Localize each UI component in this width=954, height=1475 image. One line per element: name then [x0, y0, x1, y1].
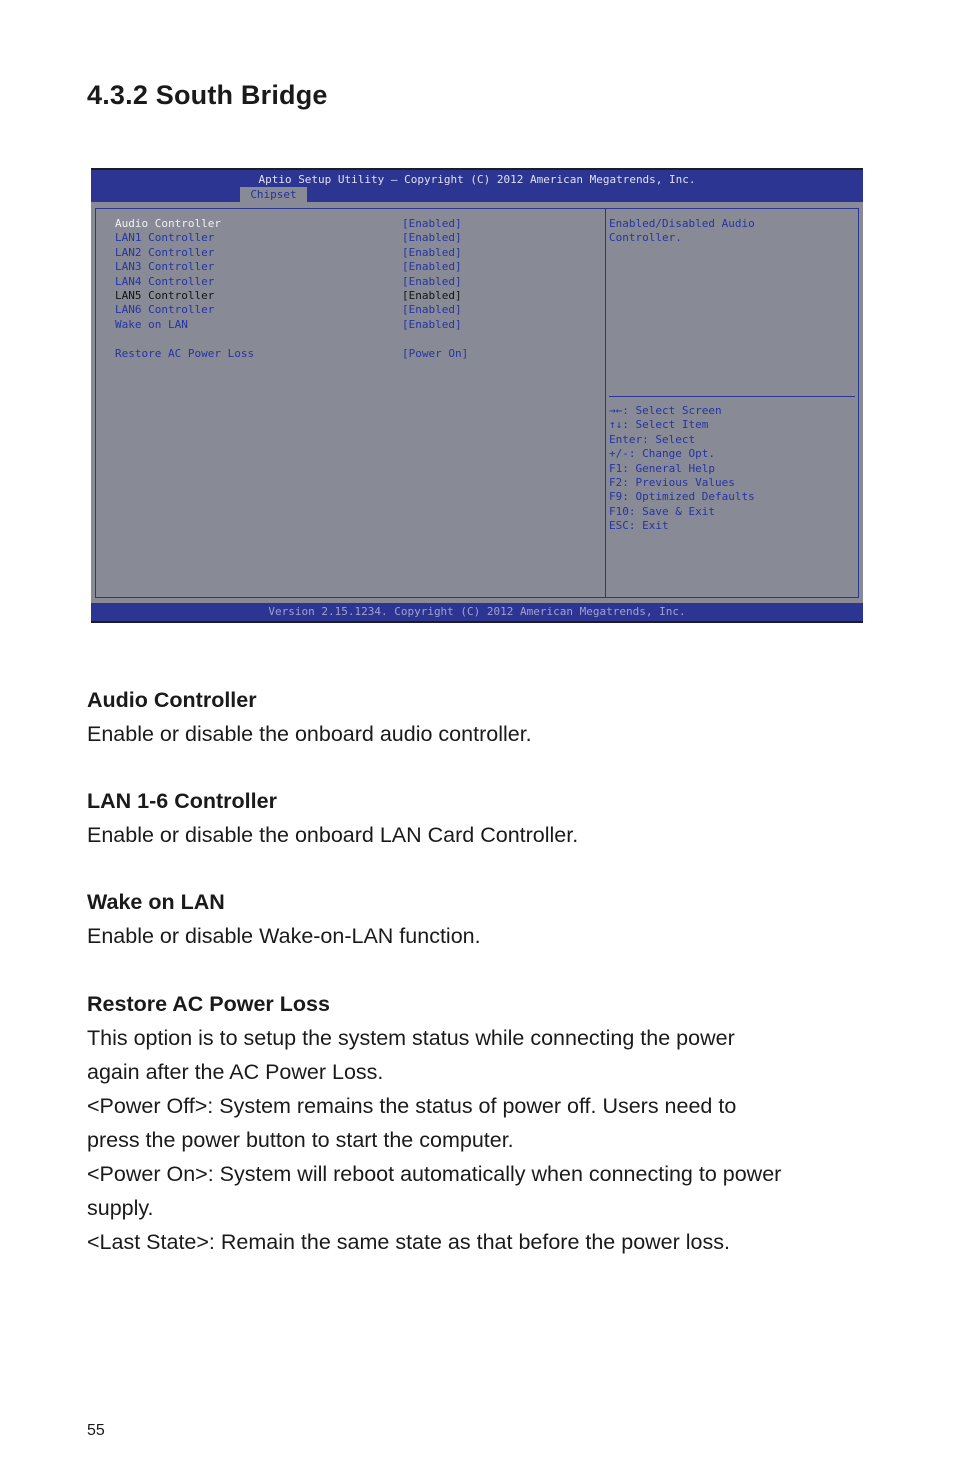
description-text: This option is to setup the system status while connecting the power [87, 1026, 735, 1050]
bios-item-value: [Enabled] [402, 303, 462, 317]
bios-item-label: LAN5 Controller [115, 289, 215, 302]
bios-item-label: Audio Controller [115, 217, 221, 230]
description-audio [87, 683, 887, 751]
bios-footer: Version 2.15.1234. Copyright (C) 2012 American Megatrends, Inc. [91, 603, 863, 621]
section-title: 4.3.2 South Bridge [87, 80, 328, 110]
bios-item-label: LAN2 Controller [115, 245, 215, 259]
page-number: 55 [87, 1422, 105, 1439]
bios-help-text: Enabled/Disabled Audio Controller. [609, 217, 755, 245]
description-text: Enable or disable Wake-on-LAN function. [87, 924, 481, 948]
description-text: <Power Off>: System remains the status of power off. Users need to [87, 1094, 737, 1118]
bios-item-label: Wake on LAN [115, 317, 188, 331]
bios-item-label: Restore AC Power Loss [115, 346, 255, 360]
bios-item-value: [Enabled] [402, 260, 462, 274]
description-heading: Restore AC Power Loss [87, 992, 330, 1016]
description-text: Enable or disable the onboard audio controller. [87, 722, 532, 746]
bios-main-panel [95, 208, 859, 598]
bios-item-value: [Power On] [402, 346, 469, 360]
key-hint: ESC: Exit [609, 519, 669, 533]
description-heading: LAN 1-6 Controller [87, 789, 277, 813]
bios-item-value: [Enabled] [402, 217, 462, 230]
bios-header [91, 170, 863, 202]
description-text: again after the AC Power Loss. [87, 1060, 384, 1084]
bios-panel-divider [605, 209, 606, 597]
description-text: Enable or disable the onboard LAN Card Controller. [87, 823, 579, 847]
description-text: <Power On>: System will reboot automatically when connecting to power [87, 1162, 782, 1186]
bios-item-value: [Enabled] [402, 274, 462, 288]
bios-item-lan5-controller[interactable] [115, 289, 585, 303]
bios-item-audio-controller[interactable] [115, 217, 585, 231]
key-hint: →←: Select Screen [609, 404, 722, 417]
bios-item-label: LAN6 Controller [115, 303, 215, 317]
key-hint: Enter: Select [609, 432, 696, 446]
bios-item-restore-ac-power-loss[interactable] [115, 347, 585, 361]
bios-item-value: [Enabled] [402, 245, 462, 259]
bios-item-value: [Enabled] [402, 289, 462, 302]
description-lan [87, 784, 887, 852]
key-hint: +/-: Change Opt. [609, 447, 715, 461]
description-wake-on-lan [87, 885, 887, 953]
key-hint: F2: Previous Values [609, 475, 735, 489]
bios-item-label: LAN3 Controller [115, 260, 215, 274]
description-text: supply. [87, 1196, 154, 1220]
bios-item-wake-on-lan[interactable] [115, 318, 585, 332]
bios-item-label: LAN1 Controller [115, 231, 215, 245]
bios-item-lan4-controller[interactable] [115, 275, 585, 289]
key-hint: F9: Optimized Defaults [609, 490, 755, 504]
bios-item-value: [Enabled] [402, 231, 462, 245]
bios-item-lan3-controller[interactable] [115, 260, 585, 274]
bios-item-lan6-controller[interactable] [115, 303, 585, 317]
description-heading: Wake on LAN [87, 890, 225, 914]
bios-help-divider [609, 396, 855, 397]
tab-chipset[interactable]: Chipset [240, 187, 307, 202]
description-text: press the power button to start the computer. [87, 1128, 514, 1152]
description-text: <Last State>: Remain the same state as that before the power loss. [87, 1230, 730, 1254]
bios-item-lan1-controller[interactable] [115, 231, 585, 245]
bios-item-lan2-controller[interactable] [115, 246, 585, 260]
description-heading: Audio Controller [87, 688, 257, 712]
key-hint: F1: General Help [609, 461, 715, 475]
description-restore-ac-power-loss [87, 987, 887, 1259]
bios-key-legend [609, 404, 849, 534]
bios-item-value: [Enabled] [402, 317, 462, 331]
bios-screenshot [91, 168, 863, 623]
bios-title: Aptio Setup Utility – Copyright (C) 2012 American Megatrends, Inc. [258, 173, 696, 186]
key-hint: F10: Save & Exit [609, 504, 715, 518]
key-hint: ↑↓: Select Item [609, 418, 709, 432]
bios-item-label: LAN4 Controller [115, 274, 215, 288]
